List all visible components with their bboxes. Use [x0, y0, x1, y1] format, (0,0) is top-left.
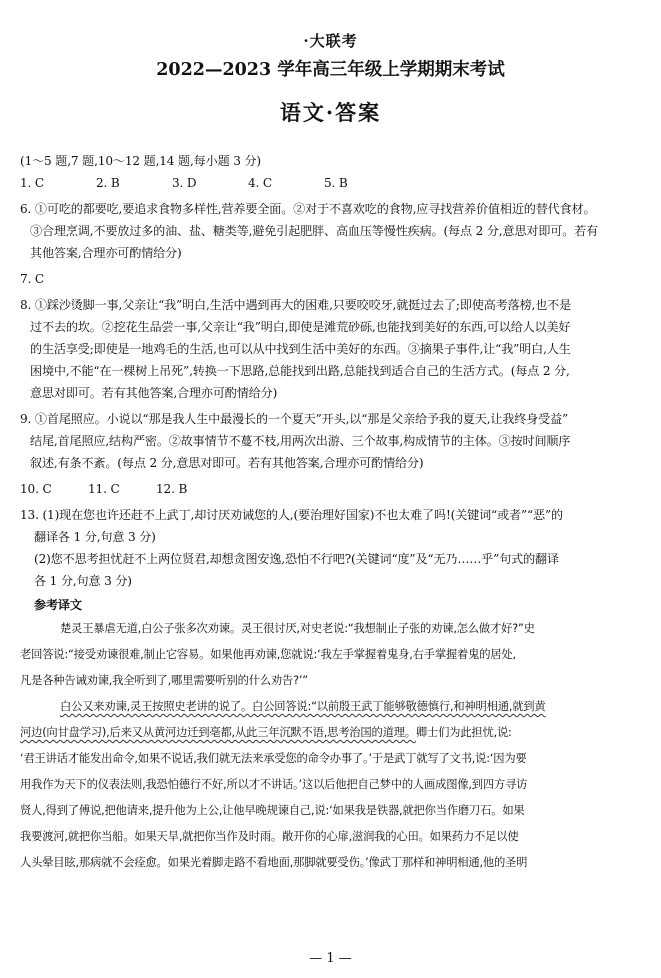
- answer-item: 2. B: [96, 176, 120, 190]
- underlined-text: 白公又来劝谏,灵王按照史老讲的说了。白公回答说:“以前殷王武丁能够敬德慎行,和神明相通,就到黄: [60, 700, 546, 713]
- answer-item: 4. C: [248, 176, 273, 190]
- answer-item: 1. C: [20, 176, 45, 190]
- text-line: 贤人,得到了傅说,把他请来,提升他为上公,让他早晚规谏自己,说:‘如果我是铁器,就把你当作磨刀石。如果: [20, 804, 525, 817]
- text-line: 结尾,首尾照应,结构严密。②故事情节不蔓不枝,用两次出游、三个故事,构成情节的主体。③按时间顺序: [30, 434, 571, 448]
- answer-content: [20, 150, 650, 876]
- question-8-answer: [20, 294, 650, 404]
- answer-item: 12. B: [156, 482, 188, 496]
- answer-item: 11. C: [88, 482, 120, 496]
- underlined-text: 河边(向甘盘学习),后来又从黄河边迁到亳都,从此三年沉默不语,思考治国的道理。: [20, 726, 416, 739]
- question-6-answer: [20, 198, 650, 264]
- text-line: 其他答案,合理亦可酌情给分): [30, 246, 182, 260]
- text-line: (2)您不思考担忧赶不上两位贤君,却想贪图安逸,恐怕不行吧?(关键词“度”及“无乃……乎”句式的翻译: [34, 552, 559, 566]
- scoring-note: (1～5 题,7 题,10～12 题,14 题,每小题 3 分): [20, 154, 261, 168]
- page-number: — 1 —: [309, 951, 352, 966]
- reference-translation-title: 参考译文: [34, 598, 82, 612]
- answer-item: 10. C: [20, 482, 52, 496]
- text-span: 卿士们为此担忧,说:: [415, 726, 512, 739]
- text-line: 楚灵王暴虐无道,白公子张多次劝谏。灵王很讨厌,对史老说:“我想制止子张的劝谏,怎么做才好?”史: [60, 622, 535, 635]
- question-7-answer: 7. C: [20, 272, 45, 286]
- text-line: [20, 720, 650, 746]
- text-line: ‘君王讲话才能发出命令,如果不说话,我们就无法来承受您的命令办事了。’于是武丁就写了文书,说:‘因为要: [20, 752, 527, 765]
- text-line: ③合理烹调,不要放过多的油、盐、糖类等,避免引起肥胖、高血压等慢性疾病。(每点 2 分,意思对即可。若有: [30, 224, 599, 238]
- text-line: 6. ①可吃的都要吃,要追求食物多样性,营养要全面。②对于不喜欢吃的食物,应寻找营养价值相近的替代食材。: [20, 202, 596, 216]
- text-line: 人头晕目眩,那病就不会痊愈。如果光着脚走路不看地面,那脚就要受伤。’像武丁那样和神明相通,他的圣明: [20, 856, 528, 869]
- text-line: 翻译各 1 分,句意 3 分): [34, 530, 156, 544]
- answers-row-1: [20, 172, 650, 194]
- text-line: 我要渡河,就把你当船。如果天旱,就把你当作及时雨。敞开你的心扉,滋润我的心田。如果药力不足以使: [20, 830, 519, 843]
- text-line: 凡是各种告诫劝谏,我全听到了,哪里需要听别的什么劝告?’”: [20, 674, 308, 687]
- text-line: 过不去的坎。②挖花生品尝一事,父亲让“我”明白,即使是滩荒砂砾,也能找到美好的东西,可以给人以美好: [30, 320, 571, 334]
- text-line: 9. ①首尾照应。小说以“那是我人生中最漫长的一个夏天”开头,以“那是父亲给予我的夏天,让我终身受益”: [20, 412, 569, 426]
- answer-item: 5. B: [324, 176, 348, 190]
- question-9-answer: [20, 408, 650, 474]
- header-exam-title: 2022—2023 学年高三年级上学期期末考试: [156, 60, 505, 80]
- text-line: 意思对即可。若有其他答案,合理亦可酌情给分): [30, 386, 278, 400]
- answers-row-2: [20, 478, 650, 500]
- text-line: 用我作为天下的仪表法则,我恐怕德行不好,所以才不讲话。’这以后他把自己梦中的人画成图像,到四方寻访: [20, 778, 528, 791]
- header-org: ·大联考: [303, 32, 358, 50]
- text-line: 的生活享受;即使是一地鸡毛的生活,也可以从中找到生活中美好的东西。③摘果子事件,让“我”明白,人生: [30, 342, 571, 356]
- header-subject-title: 语文·答案: [279, 100, 382, 125]
- text-line: 13. (1)现在您也许还赶不上武丁,却讨厌劝诫您的人,(要治理好国家)不也太难了吗!(关键词“或者”“恶”的: [20, 508, 563, 522]
- text-line: 各 1 分,句意 3 分): [34, 574, 132, 588]
- reference-translation: [20, 616, 650, 876]
- text-line: 8. ①踩沙烫脚一事,父亲让“我”明白,生活中遇到再大的困难,只要咬咬牙,就挺过去了;即使高考落榜,也不是: [20, 298, 572, 312]
- text-line: 困境中,不能“在一棵树上吊死”,转换一下思路,总能找到出路,总能找到适合自己的生活方式。(每点 2 分,: [30, 364, 570, 378]
- text-line: 老回答说:“接受劝谏很难,制止它容易。如果他再劝谏,您就说:‘我左手掌握着鬼身,右手掌握着鬼的居处,: [20, 648, 516, 661]
- question-13-answer: [20, 504, 650, 592]
- answer-item: 3. D: [172, 176, 197, 190]
- text-line: [20, 694, 650, 720]
- text-line: 叙述,有条不紊。(每点 2 分,意思对即可。若有其他答案,合理亦可酌情给分): [30, 456, 424, 470]
